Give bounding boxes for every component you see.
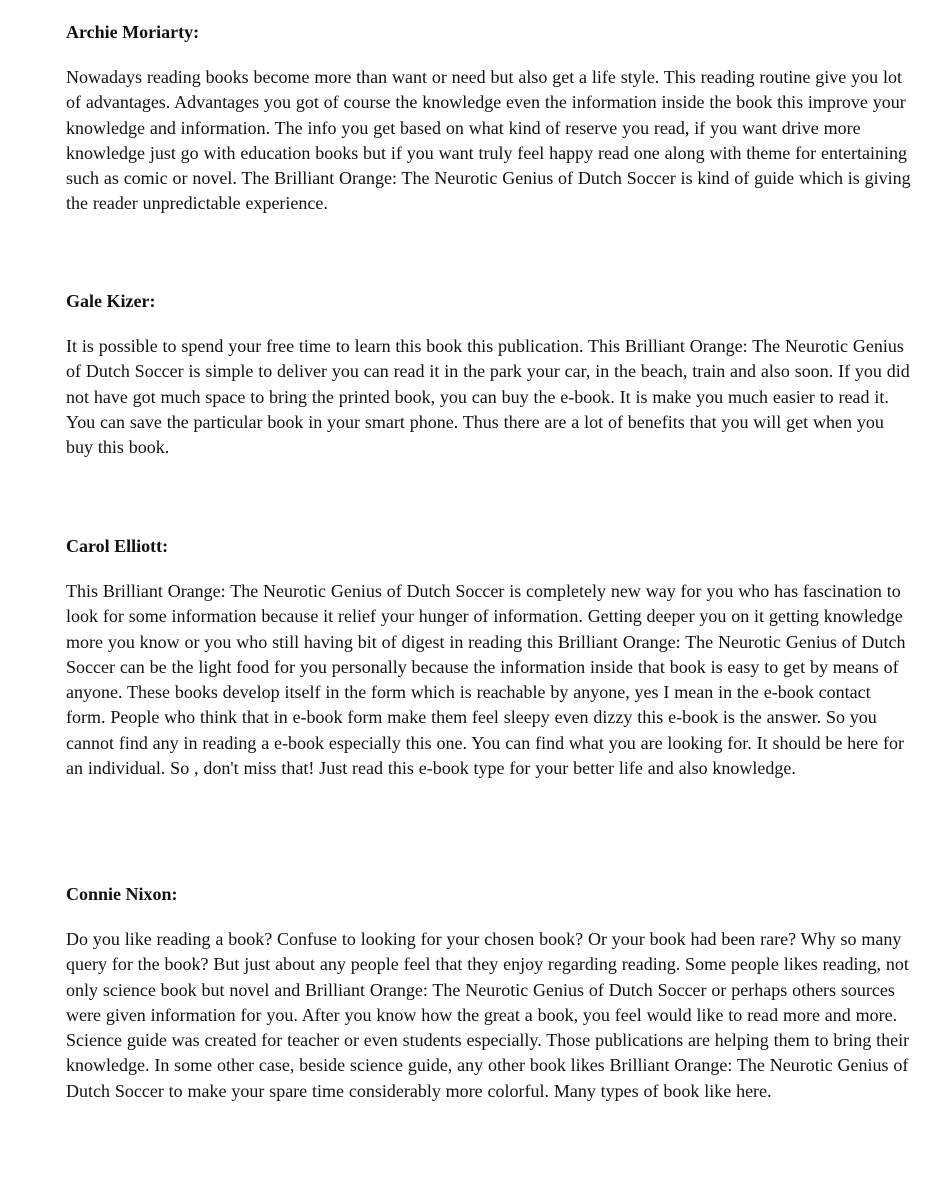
- review-text: Nowadays reading books become more than want or need but also get a life style. This reading routine give you lot of advantages. Advantages you got of course the knowledge even the information inside the book this improve your knowledge and information. The info you get based on what kind of reserve you read, if you want drive more knowledge just go with education books but if you want truly feel happy read one along with theme for entertaining such as comic or novel. The Brilliant Orange: The Neurotic Genius of Dutch Soccer is kind of guide which is giving the reader unpredictable experience.: [66, 67, 911, 214]
- review-author: Connie Nixon:: [66, 884, 178, 904]
- review-carol-elliott: [66, 534, 912, 779]
- review-text: Do you like reading a book? Confuse to looking for your chosen book? Or your book had been rare? Why so many query for the book? But just about any people feel that they enjoy regarding reading. Some people likes reading, not only science book but novel and Brilliant Orange: The Neurotic Genius of Dutch Soccer or perhaps others sources were given information for you. After you know how the great a book, you feel would like to read more and more. Science guide was created for teacher or even students especially. Those publications are helping them to bring their knowledge. In some other case, beside science guide, any other book likes Brilliant Orange: The Neurotic Genius of Dutch Soccer to make your spare time considerably more colorful. Many types of book like here.: [66, 929, 910, 1101]
- review-text: This Brilliant Orange: The Neurotic Genius of Dutch Soccer is completely new way for you who has fascination to look for some information because it relief your hunger of information. Getting deeper you on it getting knowledge more you know or you who still having bit of digest in reading this Brilliant Orange: The Neurotic Genius of Dutch Soccer can be the light food for you personally because the information inside that book is easy to get by means of anyone. These books develop itself in the form which is reachable by anyone, yes I mean in the e-book contact form. People who think that in e-book form make them feel sleepy even dizzy this e-book is the answer. So you cannot find any in reading a e-book especially this one. You can find what you are looking for. It should be here for an individual. So , don't miss that! Just read this e-book type for your better life and also knowledge.: [66, 581, 906, 779]
- review-connie-nixon: [66, 882, 912, 1101]
- review-archie-moriarty: [66, 20, 912, 214]
- review-author: Archie Moriarty:: [66, 22, 200, 42]
- review-author: Carol Elliott:: [66, 536, 169, 556]
- review-author: Gale Kizer:: [66, 291, 156, 311]
- review-gale-kizer: [66, 289, 912, 458]
- review-text: It is possible to spend your free time to learn this book this publication. This Brilliant Orange: The Neurotic Genius of Dutch Soccer is simple to deliver you can read it in the park your car, in the beach, train and also soon. If you did not have got much space to bring the printed book, you can buy the e-book. It is make you much easier to read it. You can save the particular book in your smart phone. Thus there are a lot of benefits that you will get when you buy this book.: [66, 336, 910, 458]
